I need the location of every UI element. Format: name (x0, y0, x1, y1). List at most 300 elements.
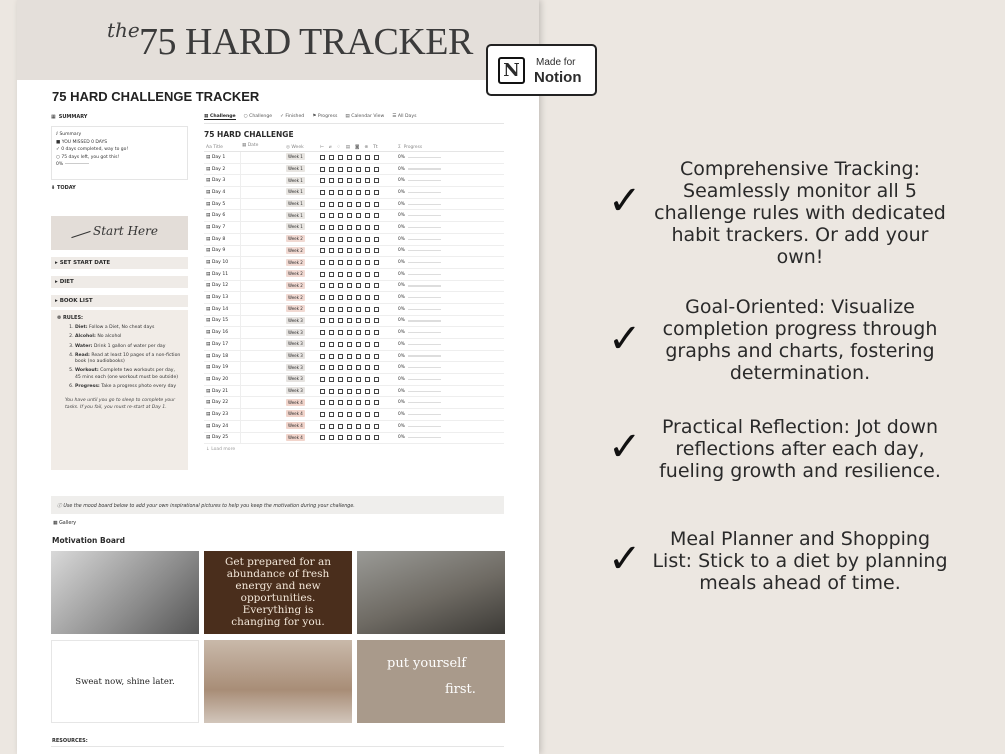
habit-checkbox[interactable] (374, 190, 379, 195)
habit-checkbox[interactable] (347, 202, 352, 207)
habit-checkbox[interactable] (356, 318, 361, 323)
week-cell[interactable] (284, 189, 318, 195)
date-cell[interactable] (240, 187, 284, 198)
date-cell[interactable] (240, 421, 284, 432)
table-row[interactable] (204, 433, 504, 445)
habit-checkbox[interactable] (320, 435, 325, 440)
habit-checkbox[interactable] (338, 190, 343, 195)
gallery-view-label[interactable]: ▦ Gallery (53, 521, 77, 526)
toggle-set-start-date[interactable]: ▸ SET START DATE (51, 257, 188, 269)
habit-checkbox[interactable] (365, 389, 370, 394)
habit-checkbox[interactable] (356, 295, 361, 300)
habit-checkbox[interactable] (365, 412, 370, 417)
habit-checkbox[interactable] (356, 213, 361, 218)
gallery-card-yoga-photo[interactable] (51, 551, 199, 634)
week-cell[interactable] (284, 260, 318, 266)
habit-checkbox[interactable] (356, 190, 361, 195)
habit-checkbox[interactable] (338, 354, 343, 359)
habit-checkbox[interactable] (329, 307, 334, 312)
day-title[interactable]: ▤ Day 22 (206, 400, 229, 406)
habit-checkbox[interactable] (347, 213, 352, 218)
habit-checkbox[interactable] (329, 400, 334, 405)
habit-checkbox[interactable] (374, 365, 379, 370)
date-cell[interactable] (240, 152, 284, 163)
habit-checkbox[interactable] (374, 318, 379, 323)
habit-checkbox[interactable] (365, 342, 370, 347)
habit-checks (318, 283, 398, 288)
habit-checkbox[interactable] (347, 330, 352, 335)
day-title[interactable]: ▤ Day 11 (206, 271, 229, 277)
habit-checkbox[interactable] (365, 248, 370, 253)
date-cell[interactable] (240, 257, 284, 268)
day-title[interactable]: ▤ Day 2 (206, 166, 226, 172)
habit-checkbox[interactable] (320, 377, 325, 382)
day-title[interactable]: ▤ Day 3 (206, 178, 226, 184)
habit-checkbox[interactable] (356, 272, 361, 277)
week-cell[interactable] (284, 248, 318, 254)
habit-checkbox[interactable] (329, 167, 334, 172)
habit-checkbox[interactable] (329, 435, 334, 440)
habit-checkbox[interactable] (329, 260, 334, 265)
date-cell[interactable] (240, 222, 284, 233)
day-title[interactable]: ▤ Day 6 (206, 213, 226, 219)
habit-checkbox[interactable] (338, 400, 343, 405)
day-title[interactable]: ▤ Day 25 (206, 435, 229, 441)
habit-checkbox[interactable] (356, 389, 361, 394)
habit-checkbox[interactable] (356, 248, 361, 253)
habit-checkbox[interactable] (374, 260, 379, 265)
date-cell[interactable] (240, 164, 284, 175)
day-title[interactable]: ▤ Day 15 (206, 318, 229, 324)
habit-checkbox[interactable] (347, 318, 352, 323)
week-cell[interactable] (284, 388, 318, 394)
progress-bar (408, 215, 441, 216)
habit-checkbox[interactable] (374, 435, 379, 440)
habit-checkbox[interactable] (347, 412, 352, 417)
habit-checkbox[interactable] (356, 167, 361, 172)
table-row[interactable] (204, 210, 504, 222)
habit-checkbox[interactable] (338, 202, 343, 207)
habit-checkbox[interactable] (320, 389, 325, 394)
date-cell[interactable] (240, 304, 284, 315)
day-title[interactable]: ▤ Day 7 (206, 224, 226, 230)
habit-checkbox[interactable] (356, 260, 361, 265)
date-cell[interactable] (240, 327, 284, 338)
habit-checkbox[interactable] (374, 424, 379, 429)
week-cell[interactable] (284, 283, 318, 289)
habit-checkbox[interactable] (365, 330, 370, 335)
habit-checkbox[interactable] (365, 237, 370, 242)
habit-checkbox[interactable] (347, 424, 352, 429)
habit-checkbox[interactable] (338, 318, 343, 323)
habit-checkbox[interactable] (329, 155, 334, 160)
tab-challenge-2[interactable]: ○ Challenge (243, 114, 273, 119)
habit-checkbox[interactable] (329, 248, 334, 253)
day-title[interactable]: ▤ Day 14 (206, 306, 229, 312)
habit-checkbox[interactable] (320, 400, 325, 405)
day-title[interactable]: ▤ Day 1 (206, 154, 226, 160)
habit-checkbox[interactable] (329, 318, 334, 323)
day-title[interactable]: ▤ Day 10 (206, 260, 229, 266)
habit-checkbox[interactable] (329, 295, 334, 300)
date-cell[interactable] (240, 433, 284, 444)
habit-checkbox[interactable] (347, 365, 352, 370)
habit-checkbox[interactable] (365, 225, 370, 230)
table-row[interactable] (204, 246, 504, 258)
date-cell[interactable] (240, 269, 284, 280)
day-title[interactable]: ▤ Day 13 (206, 295, 229, 301)
habit-checkbox[interactable] (320, 318, 325, 323)
habit-checkbox[interactable] (329, 202, 334, 207)
habit-checkbox[interactable] (320, 295, 325, 300)
habit-checkbox[interactable] (329, 342, 334, 347)
summary-card[interactable]: ⫽ Summary ■ YOU MISSED 0 DAYS ✓ 0 days completed, way to go! ○ 75 days left, you got this! 0% (51, 126, 188, 180)
habit-checkbox[interactable] (347, 354, 352, 359)
habit-checkbox[interactable] (338, 283, 343, 288)
day-title[interactable]: ▤ Day 4 (206, 189, 226, 195)
habit-checkbox[interactable] (338, 424, 343, 429)
date-cell[interactable] (240, 316, 284, 327)
table-row[interactable] (204, 199, 504, 211)
date-cell[interactable] (240, 210, 284, 221)
habit-checkbox[interactable] (347, 167, 352, 172)
date-cell[interactable] (240, 234, 284, 245)
habit-checkbox[interactable] (365, 318, 370, 323)
gallery-card-quote-first[interactable]: put yourself first. (357, 640, 505, 723)
week-cell[interactable] (284, 295, 318, 301)
habit-checkbox[interactable] (347, 178, 352, 183)
week-cell[interactable] (284, 330, 318, 336)
habit-checkbox[interactable] (365, 435, 370, 440)
week-cell[interactable] (284, 224, 318, 230)
habit-checkbox[interactable] (374, 389, 379, 394)
habit-checkbox[interactable] (374, 237, 379, 242)
habit-checkbox[interactable] (374, 248, 379, 253)
week-cell[interactable] (284, 411, 318, 417)
tab-all-days[interactable]: ☰ All Days (392, 114, 417, 119)
habit-checkbox[interactable] (356, 424, 361, 429)
week-cell[interactable] (284, 353, 318, 359)
week-cell[interactable] (284, 341, 318, 347)
habit-checkbox[interactable] (347, 237, 352, 242)
habit-checkbox[interactable] (365, 272, 370, 277)
week-cell[interactable] (284, 365, 318, 371)
habit-checkbox[interactable] (329, 237, 334, 242)
table-row[interactable] (204, 362, 504, 374)
table-row[interactable] (204, 351, 504, 363)
habit-checkbox[interactable] (347, 155, 352, 160)
habit-checkbox[interactable] (320, 237, 325, 242)
day-title[interactable]: ▤ Day 17 (206, 341, 229, 347)
habit-checkbox[interactable] (338, 330, 343, 335)
habit-checkbox[interactable] (320, 248, 325, 253)
habit-checkbox[interactable] (338, 365, 343, 370)
habit-checkbox[interactable] (356, 237, 361, 242)
habit-checkbox[interactable] (365, 213, 370, 218)
habit-checkbox[interactable] (320, 178, 325, 183)
table-row[interactable] (204, 409, 504, 421)
habit-checkbox[interactable] (347, 190, 352, 195)
habit-checkbox[interactable] (347, 307, 352, 312)
day-title[interactable]: ▤ Day 23 (206, 411, 229, 417)
week-cell[interactable] (284, 178, 318, 184)
habit-checkbox[interactable] (329, 365, 334, 370)
page-icon: ▤ (206, 189, 212, 195)
habit-checkbox[interactable] (338, 155, 343, 160)
date-cell[interactable] (240, 175, 284, 186)
habit-checkbox[interactable] (365, 295, 370, 300)
habit-checkbox[interactable] (356, 283, 361, 288)
day-title[interactable]: ▤ Day 20 (206, 376, 229, 382)
week-cell[interactable] (284, 318, 318, 324)
habit-checkbox[interactable] (338, 435, 343, 440)
date-cell[interactable] (240, 397, 284, 408)
habit-checkbox[interactable] (338, 342, 343, 347)
tab-challenge[interactable]: ▦ Challenge (204, 114, 236, 119)
habit-checkbox[interactable] (320, 424, 325, 429)
table-row[interactable] (204, 421, 504, 433)
toggle-diet[interactable]: ▸ DIET (51, 276, 188, 288)
habit-checkbox[interactable] (374, 295, 379, 300)
week-cell[interactable] (284, 154, 318, 160)
day-title[interactable]: ▤ Day 12 (206, 283, 229, 289)
habit-checkbox[interactable] (338, 213, 343, 218)
habit-checkbox[interactable] (356, 202, 361, 207)
table-row[interactable] (204, 327, 504, 339)
habit-checkbox[interactable] (356, 435, 361, 440)
week-cell[interactable] (284, 306, 318, 312)
habit-checkbox[interactable] (356, 365, 361, 370)
habit-checkbox[interactable] (347, 283, 352, 288)
date-cell[interactable] (240, 199, 284, 210)
habit-checks (318, 248, 398, 253)
habit-checkbox[interactable] (347, 400, 352, 405)
habit-checkbox[interactable] (374, 213, 379, 218)
habit-checkbox[interactable] (320, 167, 325, 172)
toggle-book-list[interactable]: ▸ BOOK LIST (51, 295, 188, 307)
habit-checkbox[interactable] (338, 377, 343, 382)
habit-checkbox[interactable] (374, 307, 379, 312)
table-row[interactable] (204, 269, 504, 281)
habit-checkbox[interactable] (365, 167, 370, 172)
habit-checkbox[interactable] (374, 272, 379, 277)
tab-finished[interactable]: ✓ Finished (280, 114, 305, 119)
habit-checkbox[interactable] (374, 412, 379, 417)
table-row[interactable] (204, 397, 504, 409)
habit-checkbox[interactable] (374, 400, 379, 405)
habit-checkbox[interactable] (365, 377, 370, 382)
week-cell[interactable] (284, 271, 318, 277)
habit-checkbox[interactable] (338, 178, 343, 183)
table-row[interactable] (204, 292, 504, 304)
day-title[interactable]: ▤ Day 21 (206, 388, 229, 394)
date-cell[interactable] (240, 409, 284, 420)
date-cell[interactable] (240, 339, 284, 350)
habit-checkbox[interactable] (329, 412, 334, 417)
habit-checkbox[interactable] (320, 283, 325, 288)
load-more-button[interactable]: ↓ Load more (206, 447, 236, 453)
habit-checkbox[interactable] (347, 435, 352, 440)
date-cell[interactable] (240, 374, 284, 385)
table-row[interactable] (204, 187, 504, 199)
habit-checkbox[interactable] (365, 178, 370, 183)
habit-checkbox[interactable] (356, 342, 361, 347)
gallery-card-quote-prepared[interactable]: Get prepared for an abundance of fresh energy and new opportunities. Everything is changing for you. (204, 551, 352, 634)
table-row[interactable] (204, 339, 504, 351)
habit-checkbox[interactable] (365, 202, 370, 207)
gallery-card-gym-selfie[interactable] (357, 551, 505, 634)
gallery-card-quote-sweat[interactable]: Sweat now, shine later. (51, 640, 199, 723)
habit-checkbox[interactable] (374, 225, 379, 230)
habit-checkbox[interactable] (374, 202, 379, 207)
habit-checkbox[interactable] (347, 389, 352, 394)
habit-checkbox[interactable] (329, 178, 334, 183)
table-row[interactable] (204, 234, 504, 246)
habit-checkbox[interactable] (329, 225, 334, 230)
week-cell[interactable] (284, 376, 318, 382)
habit-checkbox[interactable] (374, 377, 379, 382)
habit-checkbox[interactable] (374, 330, 379, 335)
habit-checkbox[interactable] (356, 354, 361, 359)
habit-checkbox[interactable] (356, 400, 361, 405)
week-cell[interactable] (284, 236, 318, 242)
habit-checkbox[interactable] (329, 377, 334, 382)
habit-checkbox[interactable] (338, 248, 343, 253)
habit-checkbox[interactable] (329, 389, 334, 394)
habit-checkbox[interactable] (329, 190, 334, 195)
habit-checkbox[interactable] (320, 307, 325, 312)
tab-calendar-view[interactable]: ▤ Calendar View (345, 114, 385, 119)
table-row[interactable] (204, 164, 504, 176)
habit-checkbox[interactable] (338, 225, 343, 230)
gallery-card-abs-photo[interactable] (204, 640, 352, 723)
habit-checkbox[interactable] (347, 377, 352, 382)
habit-checkbox[interactable] (347, 272, 352, 277)
habit-checkbox[interactable] (320, 412, 325, 417)
rule-item: 4. Read: Read at least 10 pages of a non-fiction book (no audiobooks) (75, 353, 182, 366)
habit-checkbox[interactable] (329, 424, 334, 429)
day-title[interactable]: ▤ Day 8 (206, 236, 226, 242)
habit-checkbox[interactable] (320, 260, 325, 265)
habit-checkbox[interactable] (338, 260, 343, 265)
day-title[interactable]: ▤ Day 24 (206, 423, 229, 429)
habit-checkbox[interactable] (365, 424, 370, 429)
habit-checkbox[interactable] (365, 400, 370, 405)
habit-checkbox[interactable] (329, 283, 334, 288)
habit-checkbox[interactable] (365, 260, 370, 265)
table-row[interactable] (204, 152, 504, 164)
habit-checkbox[interactable] (356, 178, 361, 183)
day-title[interactable]: ▤ Day 9 (206, 248, 226, 254)
habit-checkbox[interactable] (338, 272, 343, 277)
day-title[interactable]: ▤ Day 18 (206, 353, 229, 359)
table-row[interactable] (204, 175, 504, 187)
habit-checkbox[interactable] (365, 283, 370, 288)
habit-checkbox[interactable] (374, 155, 379, 160)
table-row[interactable] (204, 281, 504, 293)
habit-checkbox[interactable] (320, 365, 325, 370)
habit-checkbox[interactable] (356, 225, 361, 230)
habit-checkbox[interactable] (338, 389, 343, 394)
habit-checkbox[interactable] (374, 342, 379, 347)
habit-checkbox[interactable] (320, 342, 325, 347)
date-cell[interactable] (240, 281, 284, 292)
week-cell[interactable] (284, 435, 318, 441)
habit-checkbox[interactable] (338, 412, 343, 417)
habit-checkbox[interactable] (347, 342, 352, 347)
habit-checkbox[interactable] (365, 307, 370, 312)
habit-checkbox[interactable] (365, 365, 370, 370)
date-cell[interactable] (240, 386, 284, 397)
habit-checkbox[interactable] (320, 330, 325, 335)
week-cell[interactable] (284, 423, 318, 429)
habit-checkbox[interactable] (320, 272, 325, 277)
habit-checkbox[interactable] (347, 248, 352, 253)
habit-checkbox[interactable] (320, 213, 325, 218)
date-cell[interactable] (240, 292, 284, 303)
date-cell[interactable] (240, 362, 284, 373)
table-row[interactable] (204, 374, 504, 386)
habit-checkbox[interactable] (347, 260, 352, 265)
week-cell[interactable] (284, 201, 318, 207)
table-row[interactable] (204, 386, 504, 398)
day-title[interactable]: ▤ Day 16 (206, 330, 229, 336)
habit-checkbox[interactable] (320, 190, 325, 195)
table-row[interactable] (204, 257, 504, 269)
day-title[interactable]: ▤ Day 19 (206, 365, 229, 371)
tab-progress[interactable]: ⚑ Progress (312, 114, 338, 119)
week-cell[interactable] (284, 166, 318, 172)
habit-checkbox[interactable] (320, 354, 325, 359)
habit-checkbox[interactable] (365, 190, 370, 195)
habit-checkbox[interactable] (338, 167, 343, 172)
habit-checkbox[interactable] (329, 272, 334, 277)
habit-checkbox[interactable] (365, 354, 370, 359)
date-cell[interactable] (240, 351, 284, 362)
habit-checkbox[interactable] (320, 155, 325, 160)
habit-checkbox[interactable] (338, 237, 343, 242)
habit-checkbox[interactable] (356, 330, 361, 335)
table-row[interactable] (204, 222, 504, 234)
habit-checkbox[interactable] (347, 225, 352, 230)
week-cell[interactable] (284, 400, 318, 406)
date-cell[interactable] (240, 246, 284, 257)
habit-checkbox[interactable] (320, 202, 325, 207)
habit-checkbox[interactable] (338, 295, 343, 300)
habit-checkbox[interactable] (329, 354, 334, 359)
week-tag: Week 3 (288, 317, 303, 323)
habit-checkbox[interactable] (338, 307, 343, 312)
habit-checkbox[interactable] (329, 213, 334, 218)
habit-checkbox[interactable] (356, 155, 361, 160)
habit-checkbox[interactable] (365, 155, 370, 160)
habit-checkbox[interactable] (347, 295, 352, 300)
week-cell[interactable] (284, 213, 318, 219)
habit-checkbox[interactable] (374, 283, 379, 288)
today-link[interactable]: ⬇ TODAY (51, 185, 76, 191)
habit-checkbox[interactable] (374, 167, 379, 172)
table-row[interactable] (204, 316, 504, 328)
habit-checkbox[interactable] (329, 330, 334, 335)
habit-checkbox[interactable] (356, 377, 361, 382)
habit-checkbox[interactable] (374, 178, 379, 183)
table-row[interactable] (204, 304, 504, 316)
day-title[interactable]: ▤ Day 5 (206, 201, 226, 207)
habit-checkbox[interactable] (374, 354, 379, 359)
habit-checkbox[interactable] (356, 307, 361, 312)
habit-checkbox[interactable] (356, 412, 361, 417)
habit-checkbox[interactable] (320, 225, 325, 230)
